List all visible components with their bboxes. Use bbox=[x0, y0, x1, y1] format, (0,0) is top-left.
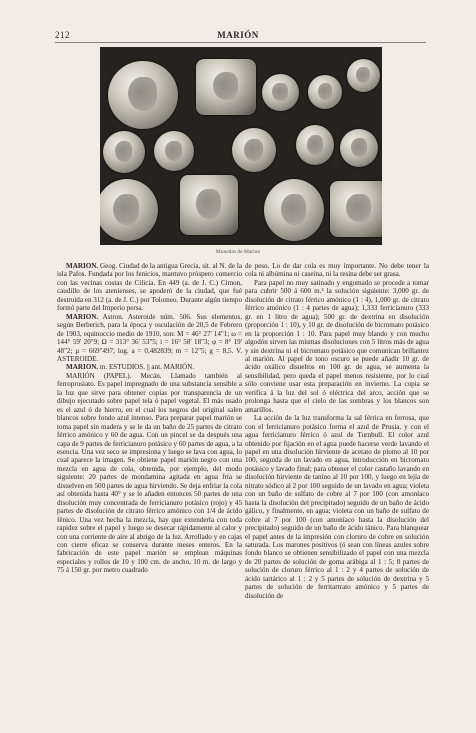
entry-headword: MARIÓN (PAPEL). bbox=[66, 371, 132, 380]
coin-image bbox=[154, 131, 194, 171]
paragraph: La acción de la luz transforma la sal férrica en ferrosa, que con el ferricianuro potásico forma el azul de Prusia, y con el agua ferricianuro férrico ó azul de Turnbull. El color azul obtenido por fijación en el agua puede hacerse verde lavando el papel en una disolución hirviente de acetato de plomo al 10 por 100, seguida de un lavado en agua, introducción en bicromato potásico y lavado final; para obtener el color castaño lavando en disolución hirviente de tanino al 10 por 100, y luego en lejía de nitrato sódico al 2 por 100 seguido de un lavado en agua; violeta con un baño de sulfato de cobre al 7 por 100 (con amoníaco hasta la disolución del precipitado) seguido de un baño de ácido gálico, y finalmente, en agua; violeta con un baño de sulfato de cobre al 7 por 100 (con amoníaco hasta la disolución del precipitado) seguido de un baño de ácido tánico. Para blanquear el papel antes de la impresión con cloruro de cobre en solución saturada. Los marones positivos (ó sean con líneas azules sobre fondo blanco se obtienen sensibilizado el papel con una mezcla de 20 partes de solución de goma arábiga al 1 : 5; 8 partes de solución de cloruro férrico al 1 : 2 y 4 partes de solución de ácido tartárico al 1 : 2 y 5 partes de solución de dextrina y 5 partes de solución de ferritartrato amónico y 5 partes de disolución de bbox=[245, 414, 429, 600]
entry-marion-estudios bbox=[57, 363, 242, 371]
coin-image bbox=[108, 61, 178, 129]
coin-image bbox=[308, 75, 342, 109]
coin-image bbox=[264, 179, 324, 241]
entry-headword: MARION. bbox=[66, 262, 99, 270]
paragraph: de peso. Lo de dar cola es muy importante. No debe tener la cola ni albúmina ni caseína, ni la resina debe ser grasa. bbox=[245, 262, 429, 279]
entry-marion-geog bbox=[57, 262, 242, 313]
entry-marion-papel bbox=[57, 372, 242, 575]
header-rule bbox=[55, 42, 426, 43]
coin-image bbox=[296, 125, 334, 165]
left-column bbox=[57, 262, 242, 575]
coin-image bbox=[232, 128, 276, 172]
coin-image bbox=[103, 131, 145, 173]
entry-text: Geog. Ciudad de la antigua Grecia, sit. al N. de la isla Pafos. Fundada por los fenicios, mantuvo próspero comercio con las vecinas costas de Cilicia. En 449 (a. de J. C.) Cimon, caudillo de los atenienses, se apoderó de la ciudad, que fué destruída en 312 (a. de J. C.) por Tolomeo. Durante algún tiempo formó parte del Imperio persa. bbox=[57, 262, 242, 313]
paragraph: Para papel no muy satinado y engomado se procede a tomar para cubrir 500 á 600 m.² la solución siguiente: 3,000 gr. de disolución de citrato férrico amónico (1 : 4), 1,000 gr. de citrato férrico amónico (1 : 4 partes de agua); 1,333 ferricianuro (333 gr. en 1 litro de agua); 500 gr. de dextrina en disolución (proporción 1 : 10), y 10 gr. de disolución de bicromato potásico en la proporción 1 : 10. Para papel muy blando y con mucho algodón sirven las mismas disoluciones con 5 litros más de agua y sin dextrina ni el bicromato potásico que comunican brillantez al marión. Al papel de tono oscuro se puede añadir 10 gr. de ácido oxálico disueltos en 100 gr. de agua, se aumenta la sensibilidad, pero queda el papel menos resistente, por lo cual sólo conviene usar esta preparación en invierno. La copia se verifica á la luz del sol ó eléctrica del arco, acción que se prolonga hasta que el cielo de las sombras y los blancos son amarillos. bbox=[245, 278, 429, 414]
entry-headword: MARION. bbox=[66, 312, 99, 321]
entry-headword: MARION. bbox=[66, 363, 99, 372]
coins-plate-image bbox=[100, 47, 382, 245]
entry-text: Mecán. Llamado también al ferroprusiato. Es papel impregnado de una substancia sensible a la luz que sirve para obtener copias por transparencia de un dibujo ejecutado sobre papel tela ó papel vegetal. El más usado es el azul ó de hierro, en el cual los negros del original salen blancos sobre fondo azul intenso. Para preparar papel marión se toma papel sin madera y se le da un baño de 25 partes de citrato férrico amónico y 60 de agua. Con un pincel se da después una capa de 9 partes de ferricianuro potásico y 60 partes de agua, a la esencia. Una vez seco se impresiona y luego se lava con agua, lo cual aparece la imagen. Se obtiene papel marión negro con una mezcla en agua de cola, obtenida, por ejemplo, del modo siguiente: 20 partes de mondamina agitada en agua fría se disuelven en 500 partes de agua hirviendo. Se deja enfriar la cola así obtenida hasta 40° y se le añaden entonces 50 partes de una disolución muy concentrada de ferricianuro potásico (rojo) y 45 partes de disolución de citrato férrico amónico con 1/4 de ácido fénico. Una vez hecha la mezcla, hay que extenderla con toda rapidez sobre el papel y luego se desecar rápidamente al calor y con una corriente de aire al abrigo de la luz. Arrollado y en cajas con cierre eficaz se conserva durante meses enteros. En la fabricación de este papel marión se emplean máquinas especiales y rollos de 10 y 100 cm. de ancho, 10 m. de largo y 75 á 150 gr. por metro cuadrado bbox=[57, 371, 242, 575]
coin-image bbox=[100, 179, 158, 241]
coin-image bbox=[347, 59, 380, 92]
plate-caption: Monedas de Marion bbox=[215, 249, 261, 255]
coin-image bbox=[340, 129, 378, 167]
coin-image bbox=[262, 74, 299, 111]
coin-image bbox=[330, 181, 382, 237]
page-number: 212 bbox=[55, 30, 70, 40]
coin-image bbox=[180, 175, 238, 235]
entry-text: Astron. Asteroide núm. 506. Sus elementos, según Berberich, para la época y osculación de 20,5 de Febrero de 1903, equinoccio medio de 1910, son: M = 46° 27' 14"1; ω = 144° 59' 20"9; Ω = 313° 36' 53"5; i = 16° 58' 18"3; φ = 8° 19' 48"2; μ = 669"497; log. a = 0,482839; m = 12"5; g = 8,5. V. ASTEROIDE. bbox=[57, 312, 242, 363]
right-column bbox=[245, 262, 429, 600]
running-head: MARIÓN bbox=[217, 30, 259, 40]
entry-text: m. ESTUDIOS. || ant. MARIÓN. bbox=[98, 363, 195, 372]
entry-marion-astron bbox=[57, 313, 242, 364]
coin-image bbox=[196, 59, 256, 115]
